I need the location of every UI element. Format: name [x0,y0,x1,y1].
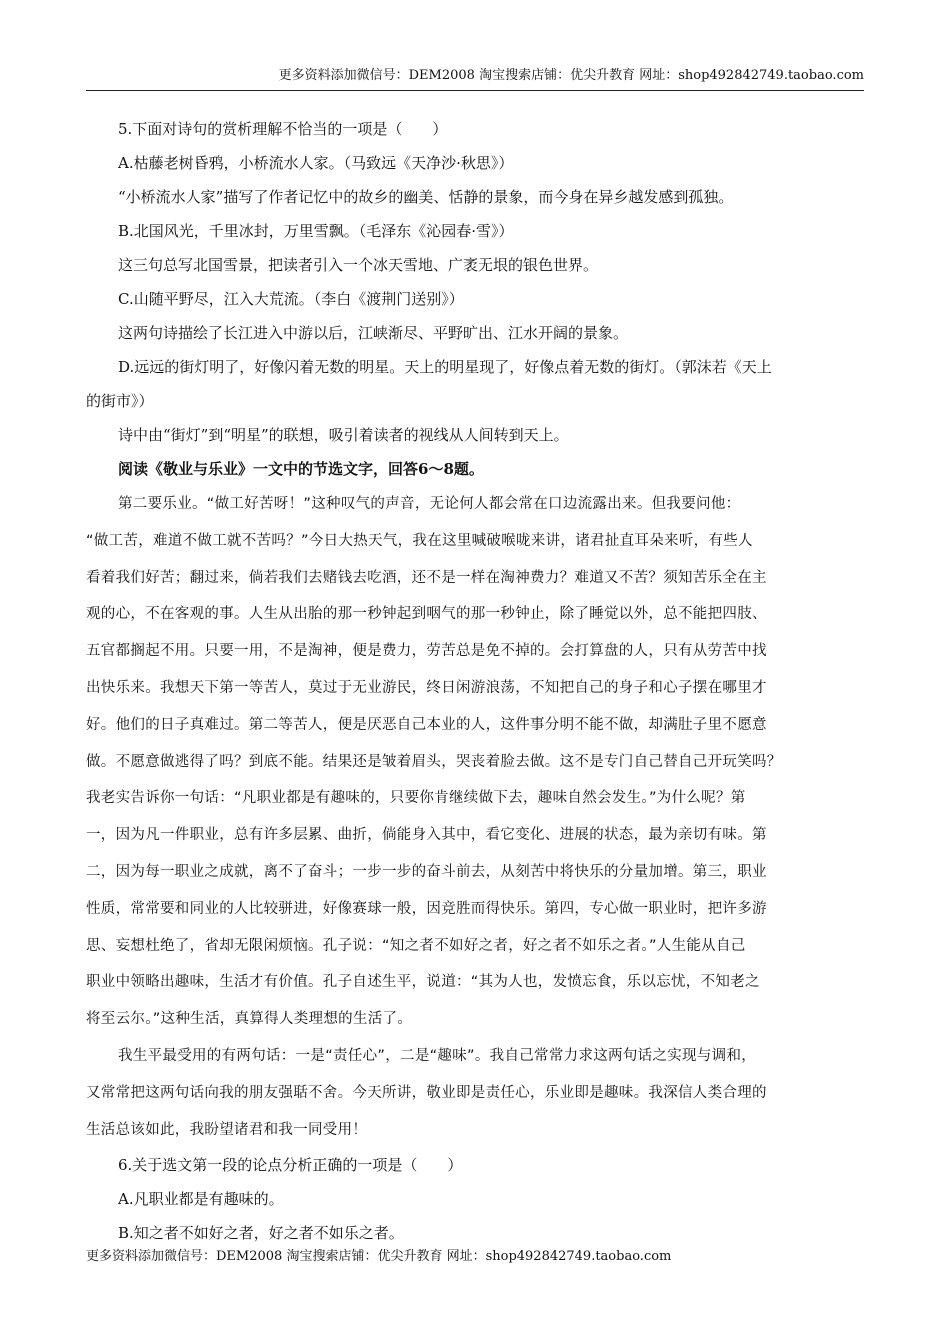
question-5-option-c-analysis: 这两句诗描绘了长江进入中游以后，江峡渐尽、平野旷出、江水开阔的景象。 [118,324,629,342]
question-5-option-d: D.远远的街灯明了，好像闪着无数的明星。天上的明星现了，好像点着无数的街灯。（郭沫若《天上 [118,358,772,376]
essay-paragraph-2-line: 生活总该如此，我盼望诸君和我一同受用！ [86,1121,368,1138]
essay-paragraph-1-line: 看着我们好苦；翻过来，倘若我们去赌钱去吃酒，还不是一样在淘神费力？难道又不苦？须知苦乐全在主 [86,569,767,586]
page-header: 更多资料添加微信号：DEM2008 淘宝搜索店铺：优尖升教育 网址：shop492842749.taobao.com [86,66,864,91]
reading-instruction: 阅读《敬业与乐业》一文中的节选文字，回答6～8题。 [118,460,484,478]
essay-paragraph-1-line: 观的心，不在客观的事。人生从出胎的那一秒钟起到咽气的那一秒钟止，除了睡觉以外，总不能把四肢、 [86,606,767,623]
essay-paragraph-1-line: 好。他们的日子真难过。第二等苦人，便是厌恶自己本业的人，这件事分明不能不做，却满肚子里不愿意 [86,716,767,733]
essay-paragraph-1-line: 出快乐来。我想天下第一等苦人，莫过于无业游民，终日闲游浪荡，不知把自己的身子和心子摆在哪里才 [86,679,767,696]
page-footer: 更多资料添加微信号：DEM2008 淘宝搜索店铺：优尖升教育 网址：shop492842749.taobao.com [86,1249,672,1264]
essay-paragraph-1-line: 我老实告诉你一句话：“凡职业都是有趣味的，只要你肯继续做下去，趣味自然会发生。”为什么呢？第 [86,790,746,807]
essay-paragraph-1-line: 一，因为凡一件职业，总有许多层累、曲折，倘能身入其中，看它变化、进展的状态，最为亲切有味。第 [86,827,767,844]
question-6-option-b: B.知之者不如好之者，好之者不如乐之者。 [118,1224,404,1243]
essay-paragraph-1-line: 二，因为每一职业之成就，离不了奋斗；一步一步的奋斗前去，从刻苦中将快乐的分量加增。第三，职业 [86,863,767,880]
essay-paragraph-1-line: 思、妄想杜绝了，省却无限闲烦恼。孔子说：“知之者不如好之者，好之者不如乐之者。”人生能从自己 [86,937,746,954]
essay-paragraph-1-line: 第二要乐业。“做工好苦呀！”这种叹气的声音，无论何人都会常在口边流露出来。但我要问他： [118,496,741,512]
page-content [86,112,864,1250]
question-5-option-c: C.山随平野尽，江入大荒流。（李白《渡荆门送别》） [118,290,464,308]
essay-paragraph-2-line: 我生平最受用的有两句话：一是“责任心”，二是“趣味”。我自己常常力求这两句话之实现与调和， [118,1047,757,1064]
essay-paragraph-1-line: “做工苦，难道不做工就不苦吗？”今日大热天气，我在这里喊破喉咙来讲，诸君扯直耳朵来听，有些人 [86,532,753,549]
question-5-option-a-analysis: “小桥流水人家”描写了作者记忆中的故乡的幽美、恬静的景象，而今身在异乡越发感到孤独。 [118,188,734,206]
question-5-option-b: B.北国风光，千里冰封，万里雪飘。（毛泽东《沁园春·雪》） [118,222,514,240]
question-5-option-a: A.枯藤老树昏鸦，小桥流水人家。（马致远《天净沙·秋思》） [118,154,514,172]
essay-paragraph-1-line: 做。不愿意做逃得了吗？到底不能。结果还是皱着眉头，哭丧着脸去做。这不是专门自己替自己开玩笑吗？ [86,753,782,770]
essay-paragraph-1-line: 性质，常常要和同业的人比较骈进，好像赛球一般，因竞胜而得快乐。第四，专心做一职业时，把许多游 [86,900,767,917]
question-5-option-b-analysis: 这三句总写北国雪景，把读者引入一个冰天雪地、广袤无垠的银色世界。 [118,256,599,274]
question-6-stem: 6.关于选文第一段的论点分析正确的一项是（ ） [118,1156,463,1175]
question-6-option-a: A.凡职业都是有趣味的。 [118,1190,284,1209]
question-5-stem: 5.下面对诗句的赏析理解不恰当的一项是（ ） [118,120,448,138]
essay-paragraph-1-line: 职业中领略出趣味，生活才有价值。孔子自述生平，说道：“其为人也，发愤忘食，乐以忘忧，不知老之 [86,974,760,991]
essay-paragraph-1-line: 五官都搁起不用。只要一用，不是淘神，便是费力，劳苦总是免不掉的。会打算盘的人，只有从劳苦中找 [86,643,767,660]
question-5-option-d-continued: 的街市》） [86,392,154,410]
essay-paragraph-1-line: 将至云尔。”这种生活，真算得人类理想的生活了。 [86,1011,413,1028]
essay-excerpt [86,486,864,1148]
question-5-option-d-analysis: 诗中由“街灯”到“明星”的联想，吸引着读者的视线从人间转到天上。 [118,426,569,444]
essay-paragraph-2-line: 又常常把这两句话向我的朋友强聒不舍。今天所讲，敬业即是责任心，乐业即是趣味。我深信人类合理的 [86,1084,767,1101]
